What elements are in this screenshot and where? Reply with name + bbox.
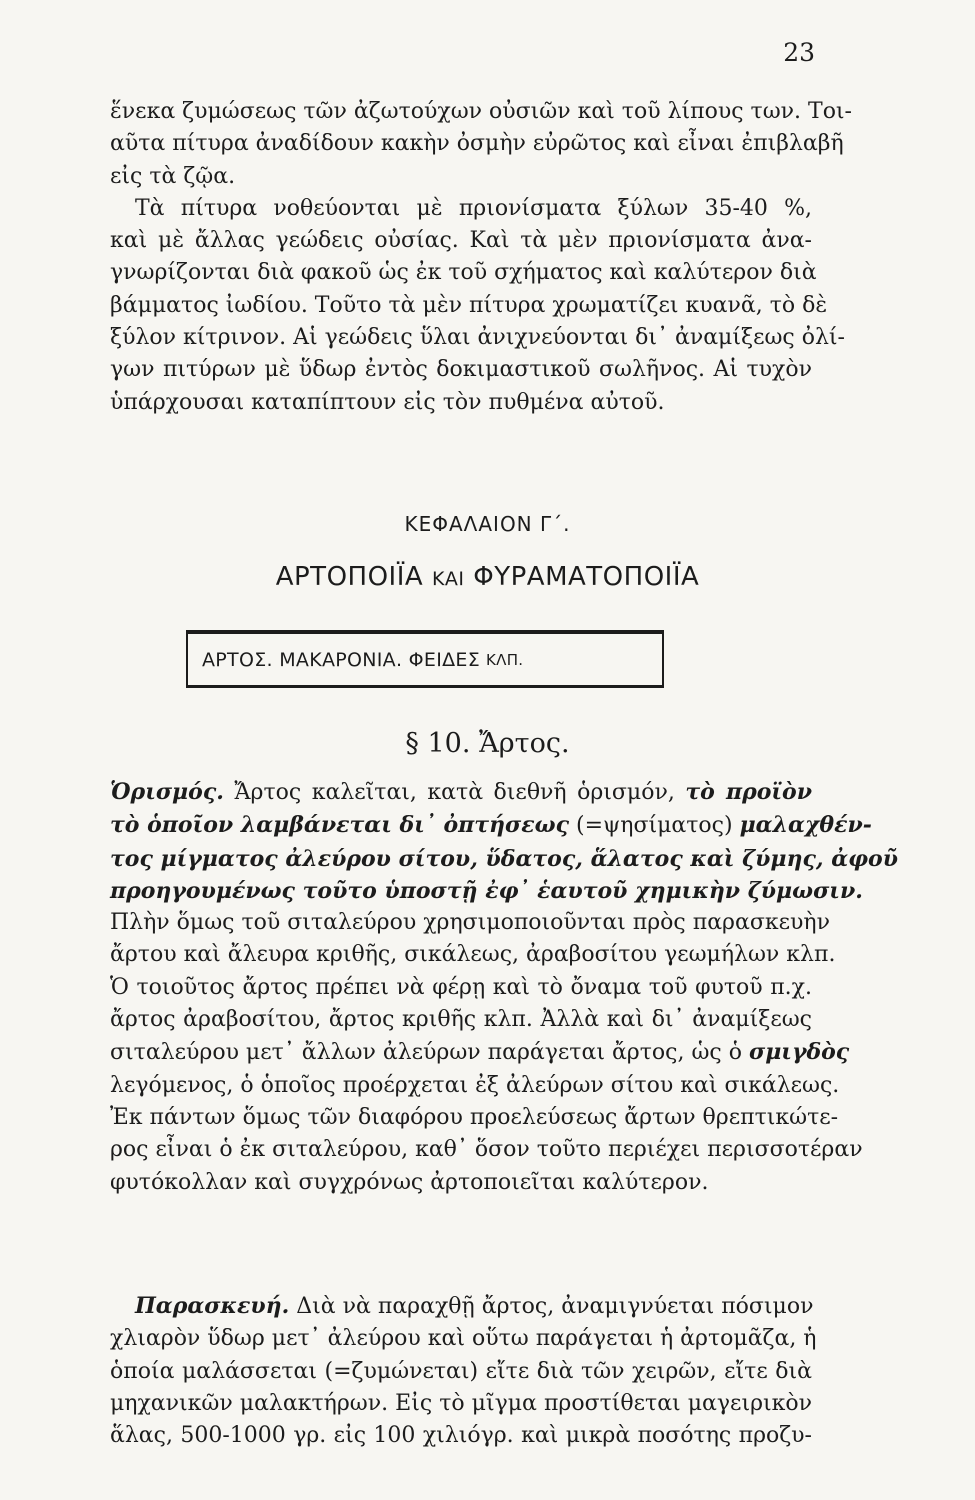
text-line: λεγόμενος, ὁ ὁποῖος προέρχεται ἐξ ἀλεύρων σίτου καὶ σικάλεως.: [110, 1072, 840, 1098]
chapter-title-kai: ΚΑΙ: [431, 568, 465, 590]
text-line: αῦτα πίτυρα ἀναδίδουν κακὴν ὀσμὴν εὐρῶτος καὶ εἶναι ἐπιβλαβῆ: [110, 131, 844, 157]
intro-paragraph: [110, 96, 852, 419]
text-line: φυτόκολλαν καὶ συγχρόνως ἀρτοποιεῖται καλύτερον.: [110, 1169, 709, 1195]
text-line: γνωρίζονται διὰ φακοῦ ὡς ἐκ τοῦ σχήματος καὶ καλύτερον διὰ: [110, 260, 817, 286]
text-line: ρος εἶναι ὁ ἐκ σιταλεύρου, καθ᾽ ὅσον τοῦτο περιέχει περισσοτέραν: [110, 1137, 863, 1163]
text-line: μηχανικῶν μαλακτήρων. Εἰς τὸ μῖγμα προστίθεται μαγειρικὸν: [110, 1390, 812, 1416]
bold-span: τὸ προϊὸν: [685, 779, 812, 805]
chapter-label: ΚΕΦΑΛΑΙΟΝ Γ΄.: [404, 512, 571, 536]
text-line: ξύλον κίτρινον. Αἱ γεώδεις ὕλαι ἀνιχνεύονται δι᾽ ἀναμίξεως ὀλί-: [110, 325, 845, 351]
definition-paragraph: [110, 776, 898, 1199]
chapter-title: [0, 562, 975, 592]
bold-span: μαλαχθέν-: [739, 812, 872, 839]
chapter-topics-abbr: ΚΛΠ.: [486, 650, 524, 669]
text-line: ὁποία μαλάσσεται (=ζυμώνεται) εἴτε διὰ τῶν χειρῶν, εἴτε διὰ: [110, 1358, 812, 1384]
text-line: προηγουμένως τοῦτο ὑποστῇ ἐφ᾽ ἑαυτοῦ χημικὴν ζύμωσιν.: [110, 877, 863, 904]
text-span: Ἄρτος καλεῖται, κατὰ διεθνῆ ὁρισμόν,: [234, 780, 675, 805]
text-line: χλιαρὸν ὕδωρ μετ᾽ ἀλεύρου καὶ οὕτω παράγεται ἡ ἀρτομᾶζα, ἡ: [110, 1326, 817, 1352]
text-line: Πλὴν ὅμως τοῦ σιταλεύρου χρησιμοποιοῦνται πρὸς παρασκευὴν: [110, 910, 830, 936]
preparation-term: Παρασκευή.: [135, 1293, 290, 1319]
text-line: ἄρτος ἀραβοσίτου, ἄρτος κριθῆς κλπ. Ἀλλὰ καὶ δι᾽ ἀναμίξεως: [110, 1007, 812, 1033]
text-line: Τὰ πίτυρα νοθεύονται μὲ πριονίσματα ξύλων 35-40 %,: [135, 195, 812, 221]
chapter-topics: ΑΡΤΟΣ. ΜΑΚΑΡΟΝΙΑ. ΦΕΙΔΕΣ: [202, 648, 481, 671]
text-line: [110, 809, 872, 842]
chapter-topics-box: [186, 630, 664, 688]
text-line: [110, 1290, 812, 1323]
text-line: γων πιτύρων μὲ ὕδωρ ἐντὸς δοκιμαστικοῦ σωλῆνος. Αἱ τυχὸν: [110, 357, 812, 383]
text-line: Ἐκ πάντων ὅμως τῶν διαφόρου προελεύσεως ἄρτων θρεπτικώτε-: [110, 1104, 839, 1130]
section-heading: § 10. Ἄρτος.: [405, 728, 570, 759]
text-line: ὑπάρχουσαι καταπίπτουν εἰς τὸν πυθμένα αὐτοῦ.: [110, 389, 665, 415]
chapter-title-part2: ΦΥΡΑΜΑΤΟΠΟΙΪΑ: [473, 562, 700, 592]
text-span: σιταλεύρου μετ᾽ ἄλλων ἀλεύρων παράγεται ἄρτος, ὡς ὁ: [110, 1040, 742, 1066]
text-line: βάμματος ἰωδίου. Τοῦτο τὰ μὲν πίτυρα χρωματίζει κυανᾶ, τὸ δὲ: [110, 292, 828, 318]
page-number: 23: [783, 38, 815, 67]
preparation-paragraph: [110, 1290, 817, 1452]
text-line: καὶ μὲ ἄλλας γεώδεις οὐσίας. Καὶ τὰ μὲν πριονίσματα ἀνα-: [110, 228, 812, 254]
text-line: εἰς τὰ ζῷα.: [110, 163, 236, 189]
bold-span: τὸ ὁποῖον λαμβάνεται δι᾽ ὀπτήσεως: [110, 812, 569, 839]
text-span: Διὰ νὰ παραχθῇ ἄρτος, ἀναμιγνύεται πόσιμον: [296, 1294, 814, 1319]
text-line: ἕνεκα ζυμώσεως τῶν ἀζωτούχων οὐσιῶν καὶ τοῦ λίπους των. Τοι-: [110, 99, 852, 124]
text-line: [110, 776, 812, 809]
chapter-title-part1: ΑΡΤΟΠΟΙΪΑ: [275, 562, 424, 592]
text-span: (=ψησίματος): [576, 813, 733, 839]
text-line: Ὁ τοιοῦτος ἄρτος πρέπει νὰ φέρῃ καὶ τὸ ὄναμα τοῦ φυτοῦ π.χ.: [110, 974, 812, 1000]
bold-span: σμιγδὸς: [748, 1039, 850, 1066]
text-line: τος μίγματος ἀλεύρου σίτου, ὕδατος, ἅλατος καὶ ζύμης, ἀφοῦ: [110, 845, 898, 872]
definition-term: Ὁρισμός.: [110, 779, 224, 805]
text-line: ἄρτου καὶ ἄλευρα κριθῆς, σικάλεως, ἀραβοσίτου γεωμήλων κλπ.: [110, 942, 836, 968]
text-line: ἅλας, 500-1000 γρ. εἰς 100 χιλιόγρ. καὶ μικρὰ ποσότης προζυ-: [110, 1423, 812, 1449]
text-line: [110, 1036, 850, 1069]
